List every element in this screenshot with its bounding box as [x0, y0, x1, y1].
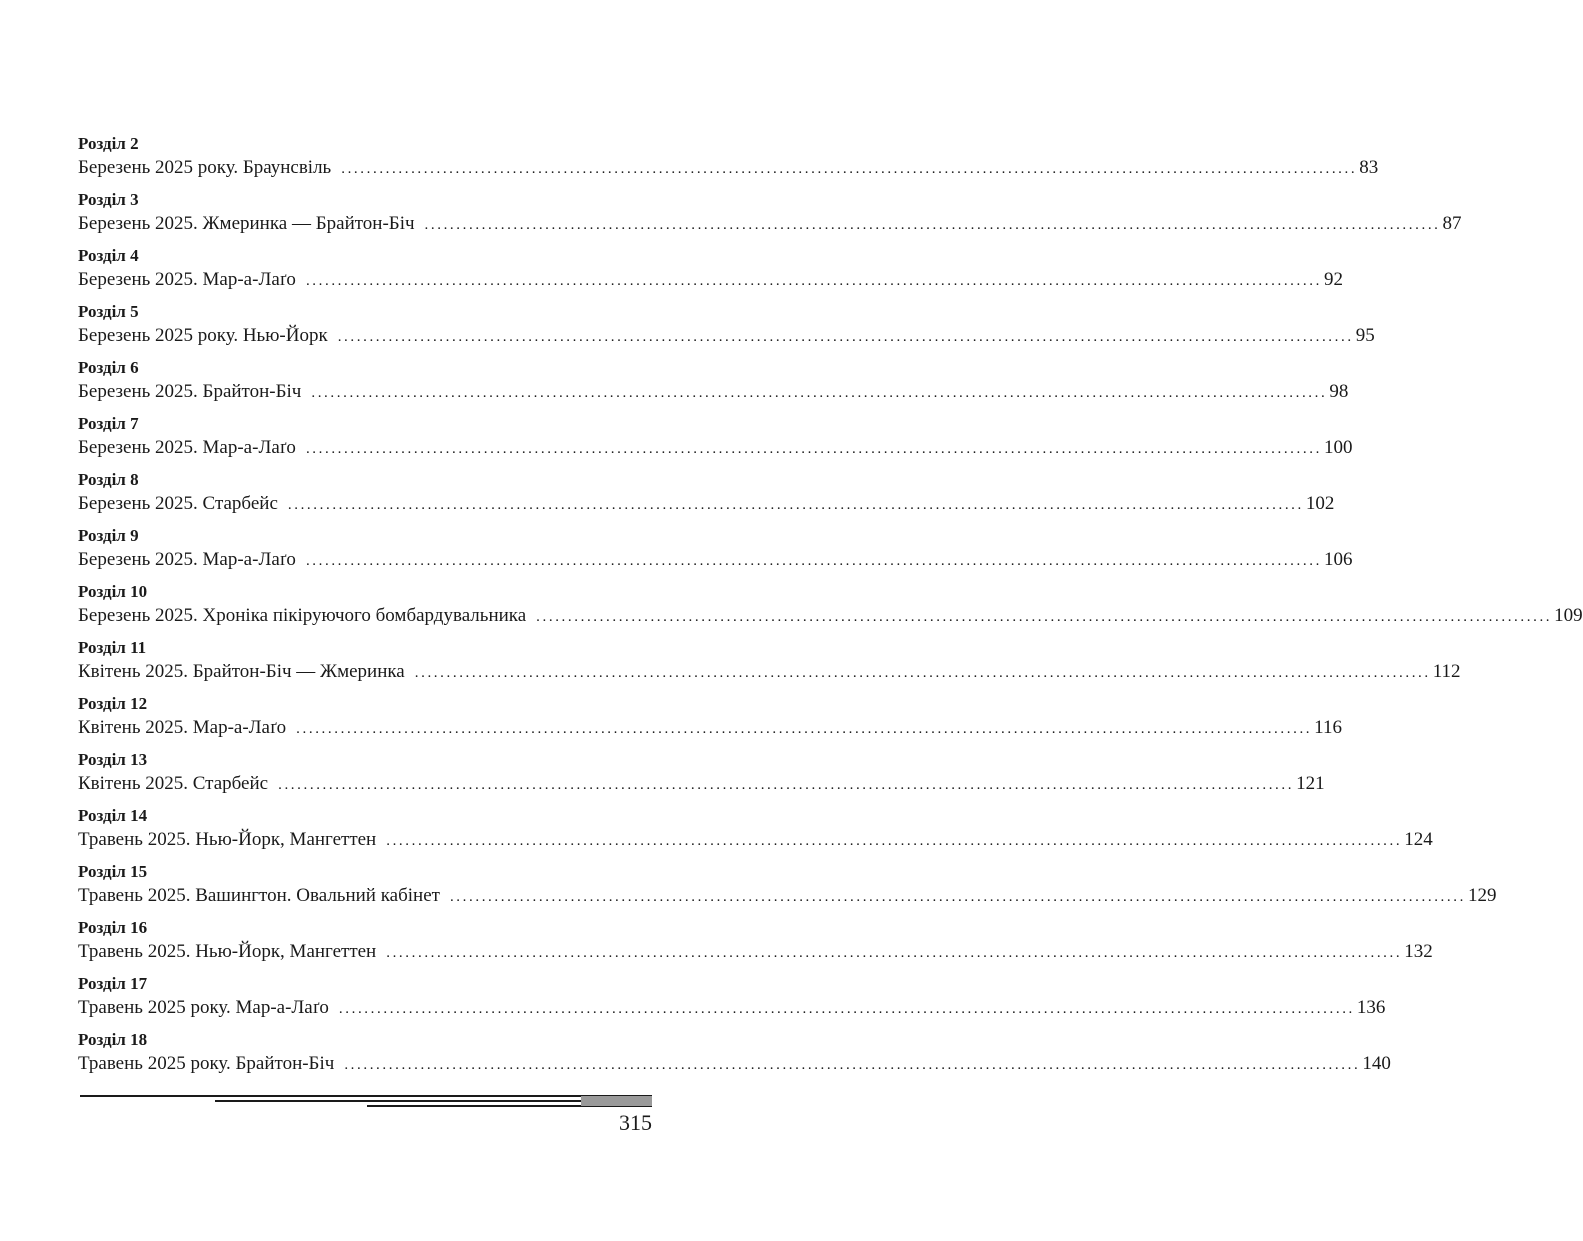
chapter-title: Березень 2025 року. Нью-Йорк: [78, 325, 328, 346]
dot-leader: ................................................................................................................................................................: [278, 777, 1295, 793]
chapter-title: Квітень 2025. Мар-а-Лаґо: [78, 717, 287, 738]
chapter-title: Березень 2025. Мар-а-Лаґо: [78, 549, 296, 570]
dot-leader: ................................................................................................................................................................: [424, 217, 1441, 233]
toc-entry-line: [78, 323, 1375, 349]
chapter-page-number: 83: [1359, 157, 1379, 178]
chapter-label: Розділ 17: [78, 974, 148, 993]
toc-entry-line: [78, 155, 1379, 181]
chapter-label: Розділ 18: [78, 1030, 148, 1049]
chapter-title: Травень 2025. Вашингтон. Овальний кабінет: [78, 885, 440, 906]
chapter-title: Березень 2025. Мар-а-Лаґо: [78, 437, 296, 458]
footer-rule-top: [80, 1095, 652, 1097]
chapter-page-number: 102: [1305, 493, 1335, 514]
toc-entry[interactable]: [78, 805, 1433, 861]
toc-entry-line: [78, 379, 1349, 405]
toc-entry[interactable]: [78, 917, 1433, 973]
chapter-label: Розділ 16: [78, 918, 148, 937]
chapter-page-number: 121: [1296, 773, 1325, 794]
toc-entry-line: [78, 827, 1433, 853]
toc-entry[interactable]: [78, 469, 1335, 525]
chapter-title: Березень 2025. Старбейс: [78, 493, 278, 514]
chapter-label: Розділ 5: [78, 302, 139, 321]
chapter-label: Розділ 11: [78, 638, 147, 657]
dot-leader: ................................................................................................................................................................: [287, 497, 1304, 513]
chapter-title: Травень 2025. Нью-Йорк, Мангеттен: [78, 941, 377, 962]
chapter-title: Травень 2025 року. Мар-а-Лаґо: [78, 997, 329, 1018]
chapter-label: Розділ 4: [78, 246, 139, 265]
chapter-title: Березень 2025. Жмеринка — Брайтон-Біч: [78, 213, 415, 234]
toc-entry[interactable]: [78, 189, 1462, 245]
chapter-page-number: 132: [1404, 941, 1433, 962]
chapter-label: Розділ 10: [78, 582, 148, 601]
chapter-page-number: 112: [1432, 661, 1461, 682]
toc-entry-line: [78, 435, 1353, 461]
chapter-label: Розділ 14: [78, 806, 148, 825]
chapter-label: Розділ 12: [78, 694, 148, 713]
toc-entry[interactable]: [78, 413, 1353, 469]
dot-leader: ................................................................................................................................................................: [338, 1001, 1355, 1017]
dot-leader: ................................................................................................................................................................: [296, 721, 1313, 737]
toc-entry-line: [78, 939, 1433, 965]
dot-leader: ................................................................................................................................................................: [344, 1057, 1361, 1073]
toc-entry[interactable]: [78, 525, 1353, 581]
toc-entry[interactable]: [78, 637, 1461, 693]
toc-entry[interactable]: [78, 749, 1325, 805]
chapter-title: Травень 2025 року. Брайтон-Біч: [78, 1053, 335, 1074]
chapter-title: Березень 2025 року. Браунсвіль: [78, 157, 332, 178]
toc-entry[interactable]: [78, 1029, 1391, 1085]
chapter-label: Розділ 6: [78, 358, 139, 377]
toc-entry-line: [78, 883, 1497, 909]
chapter-page-number: 106: [1323, 549, 1353, 570]
table-of-contents: [78, 133, 1583, 1085]
chapter-page-number: 109: [1554, 605, 1583, 626]
chapter-title: Березень 2025. Брайтон-Біч: [78, 381, 302, 402]
toc-entry-line: [78, 995, 1386, 1021]
toc-entry-line: [78, 211, 1462, 237]
chapter-label: Розділ 7: [78, 414, 139, 433]
chapter-page-number: 129: [1467, 885, 1497, 906]
chapter-page-number: 98: [1329, 381, 1349, 402]
dot-leader: ................................................................................................................................................................: [337, 329, 1354, 345]
chapter-label: Розділ 3: [78, 190, 139, 209]
toc-entry[interactable]: [78, 301, 1375, 357]
dot-leader: ................................................................................................................................................................: [305, 441, 1322, 457]
chapter-page-number: 124: [1404, 829, 1433, 850]
dot-leader: ................................................................................................................................................................: [341, 161, 1358, 177]
toc-entry[interactable]: [78, 245, 1343, 301]
chapter-label: Розділ 2: [78, 134, 139, 153]
toc-entry[interactable]: [78, 581, 1583, 637]
toc-entry[interactable]: [78, 861, 1497, 917]
page-number: 315: [619, 1110, 652, 1135]
toc-entry-line: [78, 659, 1461, 685]
toc-entry-line: [78, 715, 1342, 741]
chapter-page-number: 136: [1356, 997, 1386, 1018]
toc-entry-line: [78, 603, 1583, 629]
toc-entry[interactable]: [78, 357, 1349, 413]
toc-entry[interactable]: [78, 133, 1379, 189]
toc-entry-line: [78, 547, 1353, 573]
chapter-label: Розділ 15: [78, 862, 148, 881]
dot-leader: ................................................................................................................................................................: [386, 833, 1403, 849]
dot-leader: ................................................................................................................................................................: [414, 665, 1431, 681]
dot-leader: ................................................................................................................................................................: [305, 553, 1322, 569]
toc-entry[interactable]: [78, 693, 1342, 749]
dot-leader: ................................................................................................................................................................: [386, 945, 1403, 961]
toc-entry-line: [78, 491, 1335, 517]
chapter-title: Травень 2025. Нью-Йорк, Мангеттен: [78, 829, 377, 850]
dot-leader: ................................................................................................................................................................: [311, 385, 1328, 401]
chapter-page-number: 140: [1362, 1053, 1391, 1074]
chapter-label: Розділ 13: [78, 750, 148, 769]
chapter-page-number: 116: [1314, 717, 1342, 738]
dot-leader: ................................................................................................................................................................: [449, 889, 1466, 905]
chapter-label: Розділ 9: [78, 526, 139, 545]
chapter-title: Березень 2025. Хроніка пікіруючого бомбардувальника: [78, 605, 527, 626]
chapter-page-number: 92: [1323, 269, 1343, 290]
chapter-label: Розділ 8: [78, 470, 139, 489]
chapter-page-number: 87: [1442, 213, 1462, 234]
toc-entry-line: [78, 771, 1325, 797]
toc-entry-line: [78, 1051, 1391, 1077]
dot-leader: ................................................................................................................................................................: [305, 273, 1322, 289]
toc-entry-line: [78, 267, 1343, 293]
footer-gray-bar: [581, 1096, 652, 1106]
toc-entry[interactable]: [78, 973, 1386, 1029]
chapter-title: Квітень 2025. Брайтон-Біч — Жмеринка: [78, 661, 405, 682]
chapter-page-number: 95: [1355, 325, 1375, 346]
dot-leader: ................................................................................................................................................................: [536, 609, 1553, 625]
chapter-title: Березень 2025. Мар-а-Лаґо: [78, 269, 296, 290]
chapter-title: Квітень 2025. Старбейс: [78, 773, 269, 794]
chapter-page-number: 100: [1323, 437, 1353, 458]
